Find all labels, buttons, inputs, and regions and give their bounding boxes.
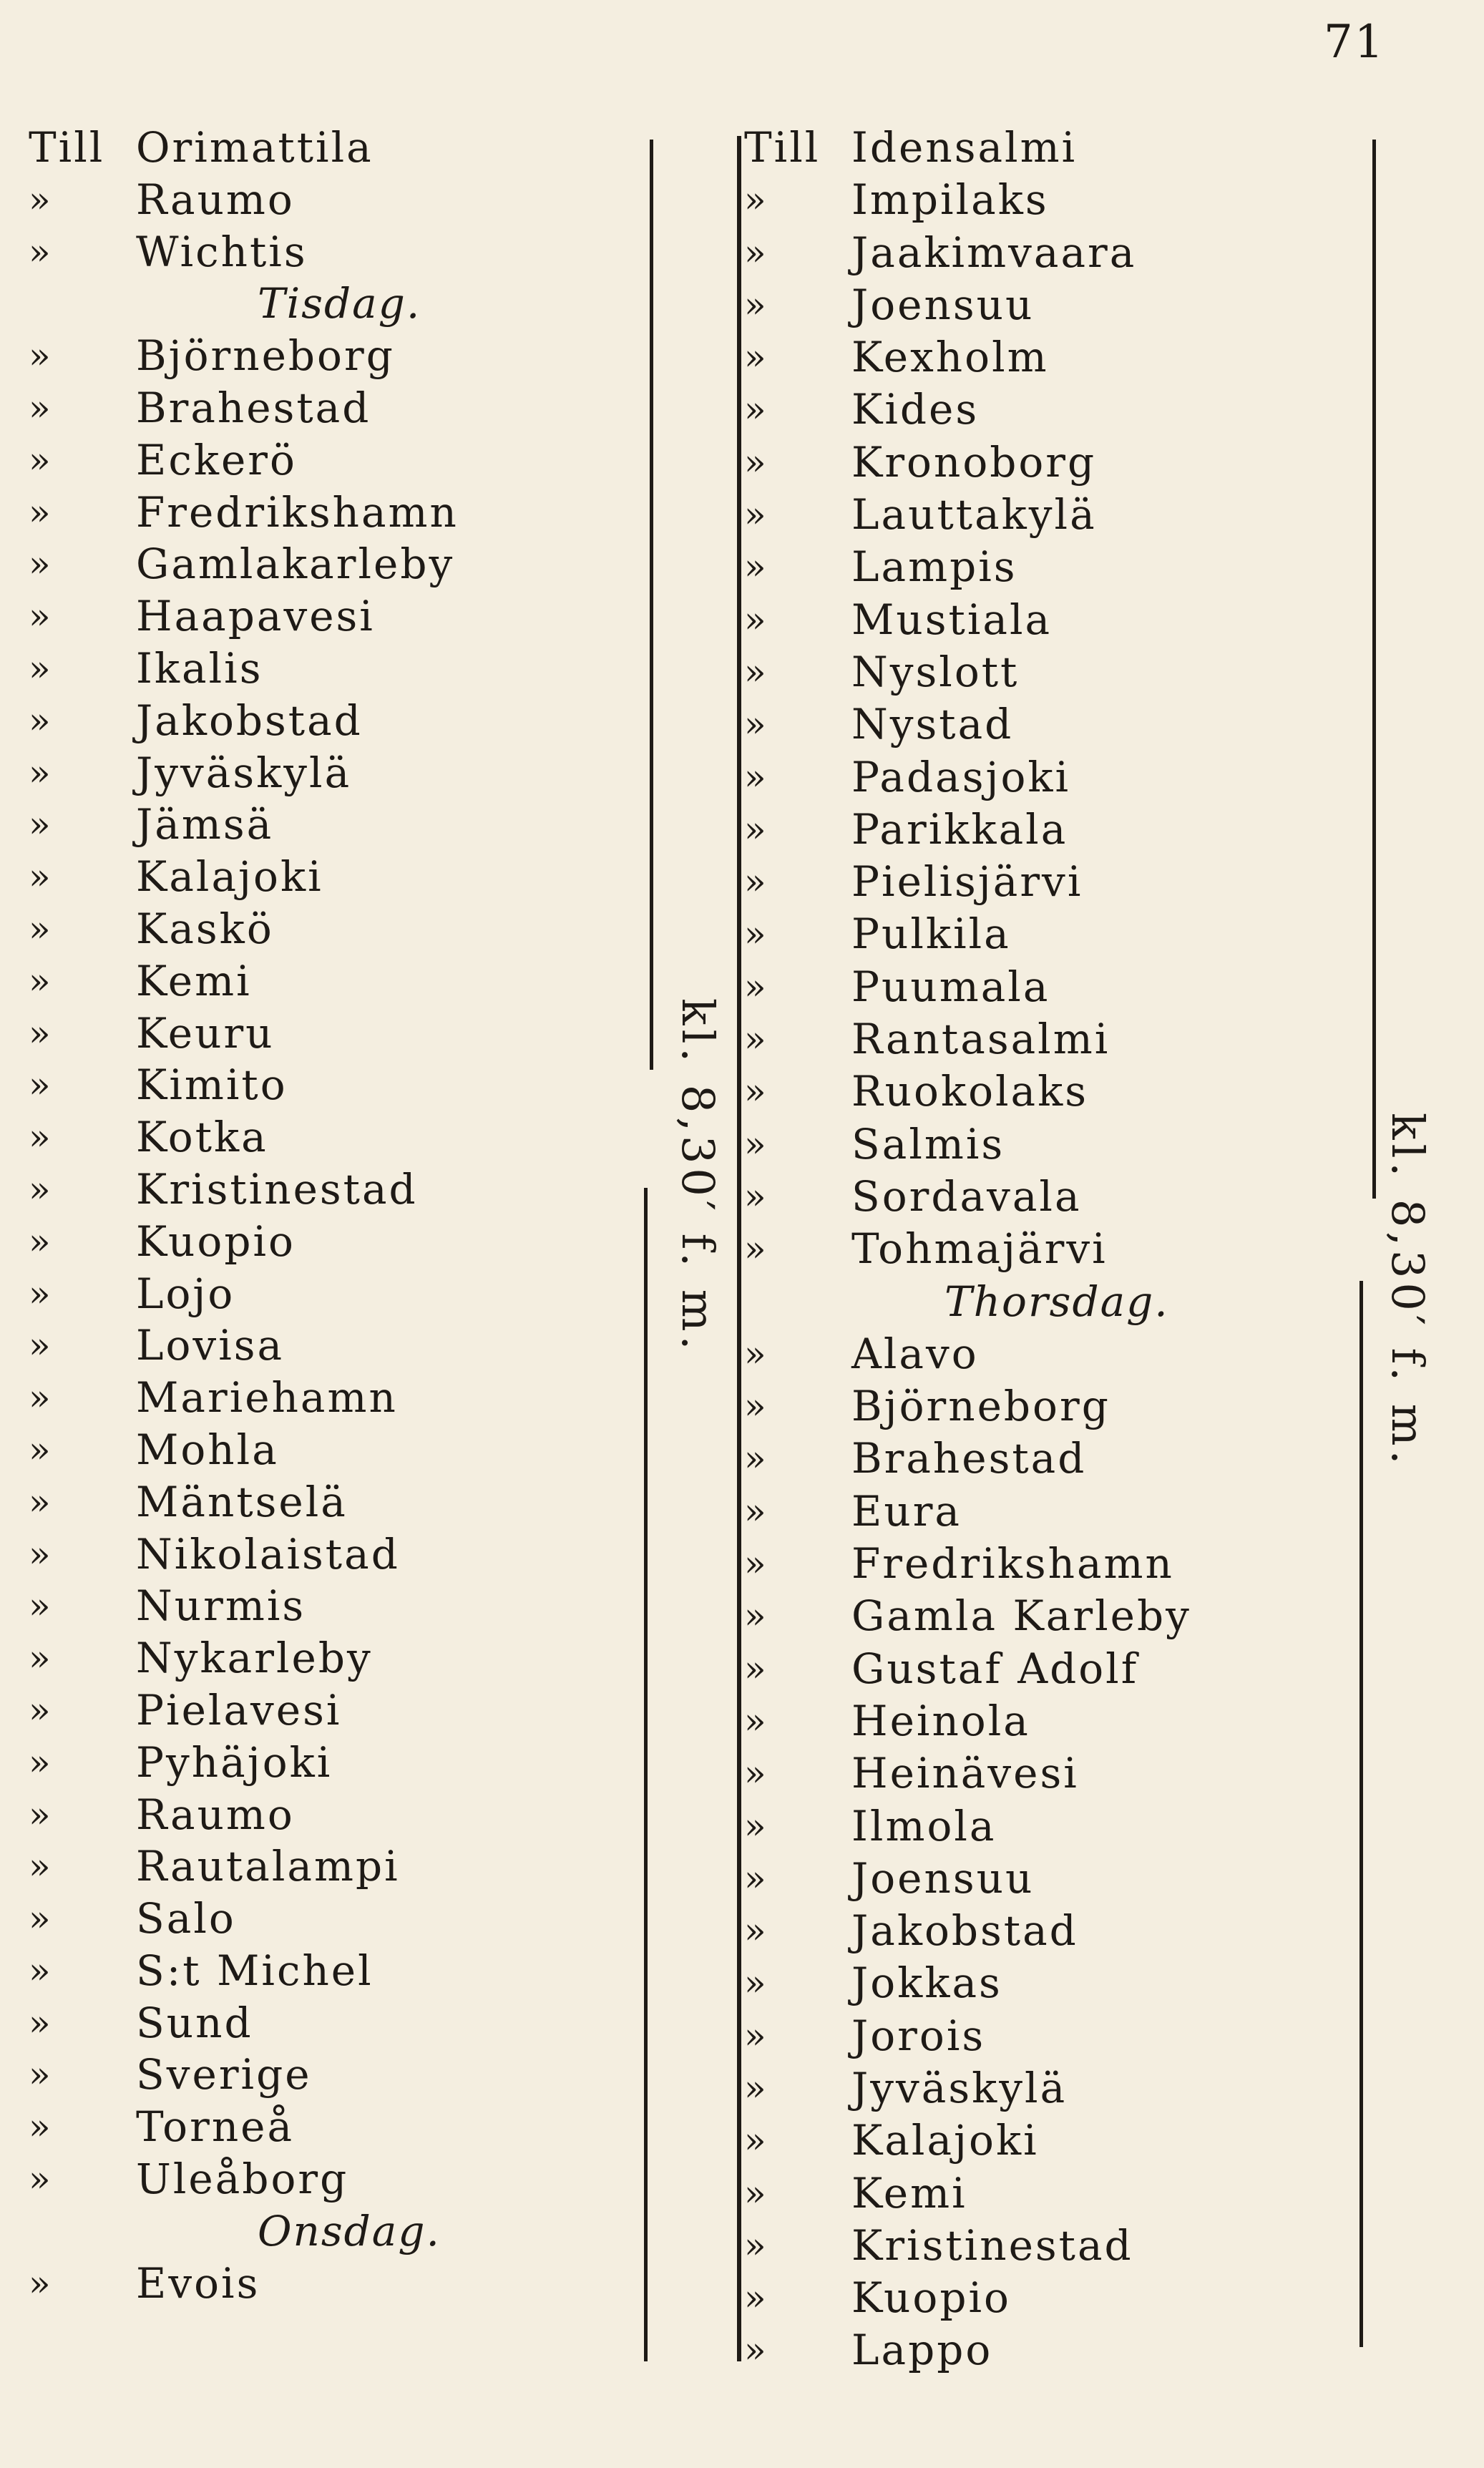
place-name: S:t Michel	[136, 1946, 374, 1995]
place-name: Evois	[136, 2258, 260, 2308]
list-item	[744, 1695, 1374, 1747]
list-item	[744, 174, 1374, 226]
list-item	[29, 122, 658, 174]
place-name: Jämsä	[136, 800, 274, 849]
list-item	[29, 1424, 658, 1476]
list-item	[744, 2167, 1374, 2220]
ditto-mark: »	[29, 1741, 53, 1783]
place-name: Gustaf Adolf	[851, 1644, 1139, 1693]
right-time-label: kl. 8,30′ f. m.	[1382, 1113, 1434, 1469]
ditto-mark: »	[744, 2172, 768, 2214]
list-item	[744, 751, 1374, 804]
list-item	[744, 489, 1374, 541]
place-name: Eura	[851, 1486, 962, 1536]
place-name: Mariehamn	[136, 1373, 398, 1423]
ditto-mark: »	[29, 1533, 53, 1575]
place-name: Idensalmi	[851, 123, 1078, 172]
ditto-mark: »	[29, 2158, 53, 2200]
list-item	[744, 2010, 1374, 2062]
page-number: 71	[1324, 16, 1385, 69]
ditto-mark: »	[29, 439, 53, 481]
place-name: Impilaks	[851, 175, 1049, 225]
place-name: Kronoborg	[851, 437, 1097, 487]
place-name: Salmis	[851, 1119, 1005, 1169]
list-item	[744, 2220, 1374, 2272]
right-brace-upper	[1372, 140, 1376, 1199]
ditto-mark: »	[29, 1428, 53, 1470]
list-item	[29, 1580, 658, 1632]
place-name: Jorois	[851, 2011, 986, 2060]
place-name: Kexholm	[851, 333, 1049, 382]
list-item	[29, 1789, 658, 1841]
day-label: Onsdag.	[258, 2206, 441, 2255]
ditto-mark: »	[744, 2329, 768, 2371]
list-item	[744, 122, 1374, 174]
place-name: Kides	[851, 385, 980, 434]
ditto-mark: »	[744, 1805, 768, 1847]
day-heading	[744, 1276, 1374, 1328]
place-name: Kristinestad	[136, 1164, 418, 1214]
place-name: Kotka	[136, 1113, 268, 1162]
list-item	[29, 2101, 658, 2153]
list-item	[29, 2153, 658, 2205]
ditto-mark: »	[744, 1018, 768, 1060]
place-name: Pyhäjoki	[136, 1737, 333, 1787]
list-item	[29, 1476, 658, 1528]
place-name: Ilmola	[851, 1801, 997, 1850]
place-name: Pielavesi	[136, 1685, 342, 1735]
place-name: Salo	[136, 1894, 236, 1943]
place-name: Kimito	[136, 1060, 288, 1110]
place-name: Padasjoki	[851, 752, 1071, 801]
place-name: Lampis	[851, 542, 1017, 592]
place-name: Kemi	[851, 2168, 967, 2218]
ditto-mark: »	[744, 1123, 768, 1165]
place-name: Gamla Karleby	[851, 1591, 1191, 1641]
list-item	[29, 1737, 658, 1789]
place-name: Fredrikshamn	[851, 1539, 1174, 1589]
list-item	[29, 226, 658, 278]
place-name: Jokkas	[851, 1959, 1002, 2008]
ditto-mark: »	[29, 2262, 53, 2304]
place-name: Brahestad	[851, 1434, 1087, 1483]
ditto-mark: »	[744, 1857, 768, 1899]
place-name: Joensuu	[851, 1853, 1035, 1903]
place-name: Heinävesi	[851, 1749, 1079, 1798]
left-separator-line	[737, 136, 741, 2361]
ditto-mark: »	[744, 913, 768, 955]
ditto-mark: »	[744, 1962, 768, 2004]
ditto-mark: »	[29, 1949, 53, 1991]
place-name: Nykarleby	[136, 1634, 373, 1683]
place-name: Jaakimvaara	[851, 228, 1137, 277]
place-name: Jakobstad	[851, 1906, 1078, 1956]
place-name: Joensuu	[851, 280, 1035, 329]
place-name: Parikkala	[851, 804, 1068, 854]
list-item	[744, 908, 1374, 960]
ditto-mark: »	[29, 856, 53, 898]
list-item	[744, 331, 1374, 384]
list-item	[29, 1632, 658, 1684]
place-name: Raumo	[136, 1790, 295, 1839]
ditto-mark: »	[29, 1012, 53, 1054]
place-name: Fredrikshamn	[136, 487, 459, 537]
list-item	[744, 1957, 1374, 2009]
ditto-mark: »	[29, 386, 53, 429]
place-name: Ruokolaks	[851, 1067, 1089, 1116]
place-name: Rantasalmi	[851, 1015, 1110, 1064]
list-item	[29, 695, 658, 747]
list-item	[744, 1171, 1374, 1223]
ditto-mark: »	[29, 1116, 53, 1159]
place-name: Haapavesi	[136, 592, 375, 641]
ditto-mark: »	[744, 808, 768, 850]
place-name: Orimattila	[136, 123, 374, 172]
ditto-mark: »	[744, 441, 768, 483]
ditto-mark: »	[29, 1064, 53, 1106]
list-item	[744, 436, 1374, 489]
ditto-mark: »	[744, 336, 768, 379]
place-name: Kuopio	[851, 2273, 1011, 2323]
ditto-mark: »	[744, 231, 768, 273]
ditto-mark: »	[744, 703, 768, 746]
list-item	[29, 1945, 658, 1997]
place-name: Sverige	[136, 2050, 312, 2099]
ditto-mark: »	[29, 178, 53, 220]
list-item	[744, 961, 1374, 1013]
list-item	[744, 2062, 1374, 2115]
place-name: Torneå	[136, 2102, 295, 2152]
place-name: Pielisjärvi	[851, 857, 1083, 907]
list-item	[29, 903, 658, 955]
list-item	[29, 1840, 658, 1893]
list-item	[29, 590, 658, 643]
place-name: Mohla	[136, 1425, 279, 1474]
ditto-mark: »	[744, 1490, 768, 1532]
list-item	[29, 643, 658, 695]
list-item	[29, 2258, 658, 2310]
ditto-mark: »	[744, 861, 768, 903]
list-item	[744, 384, 1374, 436]
list-item	[29, 1320, 658, 1372]
ditto-mark: »	[744, 1175, 768, 1217]
place-name: Kalajoki	[851, 2116, 1039, 2165]
place-name: Lovisa	[136, 1321, 285, 1370]
ditto-mark: »	[744, 1595, 768, 1637]
ditto-mark: »	[744, 2224, 768, 2266]
place-name: Sordavala	[851, 1171, 1082, 1221]
place-name: Wichtis	[136, 227, 308, 276]
right-brace-lower	[1359, 1281, 1363, 2347]
ditto-mark: »	[29, 1845, 53, 1888]
left-time-label: kl. 8,30′ f. m.	[672, 998, 724, 1355]
ditto-mark: »	[29, 1481, 53, 1523]
left-column	[29, 122, 658, 2309]
place-name: Nurmis	[136, 1581, 306, 1631]
day-heading	[29, 278, 658, 330]
list-item	[29, 799, 658, 851]
ditto-mark: »	[744, 1543, 768, 1585]
place-name: Sund	[136, 1998, 253, 2047]
list-item	[29, 1111, 658, 1164]
list-item	[29, 382, 658, 434]
list-item	[744, 279, 1374, 331]
ditto-mark: »	[29, 2001, 53, 2044]
ditto-mark: »	[29, 1689, 53, 1731]
ditto-mark: »	[29, 1220, 53, 1262]
ditto-mark: »	[744, 756, 768, 798]
ditto-mark: »	[29, 1377, 53, 1419]
list-item	[744, 1433, 1374, 1485]
list-item	[29, 1216, 658, 1268]
ditto-mark: »	[29, 1168, 53, 1210]
place-name: Björneborg	[851, 1382, 1110, 1431]
place-name: Kemi	[136, 956, 252, 1005]
ditto-mark: »	[744, 1438, 768, 1480]
list-item	[744, 646, 1374, 698]
left-brace-lower	[644, 1188, 648, 2361]
list-item	[744, 1328, 1374, 1380]
ditto-mark: »	[744, 2277, 768, 2319]
place-name: Jakobstad	[136, 696, 363, 745]
place-name: Lauttakylä	[851, 490, 1097, 540]
list-item	[29, 1164, 658, 1216]
ditto-mark: »	[744, 1752, 768, 1795]
ditto-mark: »	[744, 494, 768, 536]
place-name: Uleåborg	[136, 2155, 349, 2204]
list-item	[744, 804, 1374, 856]
place-name: Pulkila	[851, 909, 1011, 959]
list-item	[744, 594, 1374, 646]
ditto-mark: »	[744, 1385, 768, 1428]
ditto-mark: »	[29, 960, 53, 1002]
list-item	[744, 1223, 1374, 1275]
list-item	[29, 1059, 658, 1111]
ditto-mark: »	[744, 179, 768, 221]
place-name: Alavo	[851, 1329, 979, 1378]
place-name: Raumo	[136, 175, 295, 224]
list-item	[744, 1853, 1374, 1905]
list-item	[744, 1800, 1374, 1853]
ditto-mark: »	[744, 283, 768, 326]
place-name: Brahestad	[136, 383, 371, 432]
ditto-mark: »	[744, 650, 768, 693]
ditto-mark: »	[29, 2106, 53, 2148]
list-item	[744, 2272, 1374, 2324]
list-item	[744, 227, 1374, 279]
ditto-mark: »	[744, 1910, 768, 1952]
till-label: Till	[29, 123, 105, 172]
list-item	[29, 330, 658, 382]
list-item	[744, 2115, 1374, 2167]
place-name: Lappo	[851, 2326, 993, 2375]
list-item	[744, 1380, 1374, 1433]
right-column	[744, 122, 1374, 2377]
place-name: Mustiala	[851, 595, 1053, 644]
place-name: Puumala	[851, 962, 1050, 1011]
list-item	[29, 1528, 658, 1581]
ditto-mark: »	[744, 546, 768, 588]
list-item	[744, 1590, 1374, 1642]
ditto-mark: »	[29, 1272, 53, 1315]
ditto-mark: »	[744, 1699, 768, 1742]
list-item	[744, 1486, 1374, 1538]
list-item	[29, 851, 658, 903]
ditto-mark: »	[29, 1637, 53, 1679]
place-name: Nikolaistad	[136, 1529, 400, 1579]
place-name: Mäntselä	[136, 1477, 348, 1526]
ditto-mark: »	[29, 595, 53, 638]
place-name: Lojo	[136, 1269, 235, 1318]
place-name: Kuopio	[136, 1216, 296, 1266]
list-item	[744, 1013, 1374, 1065]
place-name: Gamlakarleby	[136, 540, 455, 589]
ditto-mark: »	[29, 1585, 53, 1627]
list-item	[29, 1997, 658, 2049]
list-item	[29, 2049, 658, 2101]
place-name: Tohmajärvi	[851, 1224, 1108, 1274]
ditto-mark: »	[29, 491, 53, 533]
list-item	[744, 698, 1374, 751]
ditto-mark: »	[744, 2067, 768, 2109]
place-name: Nystad	[851, 700, 1014, 749]
place-name: Kristinestad	[851, 2220, 1133, 2270]
list-item	[744, 1905, 1374, 1957]
list-item	[29, 1684, 658, 1737]
list-item	[29, 747, 658, 799]
ditto-mark: »	[29, 2054, 53, 2096]
place-name: Björneborg	[136, 331, 395, 381]
ditto-mark: »	[29, 647, 53, 689]
ditto-mark: »	[29, 230, 53, 273]
ditto-mark: »	[29, 543, 53, 585]
place-name: Kalajoki	[136, 852, 323, 902]
left-brace-upper	[650, 140, 653, 1070]
ditto-mark: »	[744, 2120, 768, 2162]
list-item	[744, 856, 1374, 908]
list-item	[744, 1643, 1374, 1695]
ditto-mark: »	[29, 804, 53, 846]
list-item	[744, 2324, 1374, 2376]
place-name: Heinola	[851, 1696, 1030, 1745]
place-name: Keuru	[136, 1008, 275, 1058]
list-item	[744, 1065, 1374, 1118]
ditto-mark: »	[744, 1647, 768, 1689]
ditto-mark: »	[744, 1228, 768, 1270]
list-item	[744, 541, 1374, 593]
ditto-mark: »	[29, 907, 53, 950]
list-item	[29, 955, 658, 1008]
list-item	[29, 538, 658, 590]
list-item	[29, 1008, 658, 1060]
place-name: Rautalampi	[136, 1842, 400, 1891]
ditto-mark: »	[744, 1070, 768, 1113]
till-label: Till	[744, 123, 821, 172]
ditto-mark: »	[29, 335, 53, 377]
list-item	[744, 1747, 1374, 1800]
list-item	[744, 1118, 1374, 1171]
list-item	[29, 1268, 658, 1320]
place-name: Kaskö	[136, 904, 274, 953]
list-item	[29, 1372, 658, 1424]
ditto-mark: »	[29, 1898, 53, 1940]
place-name: Jyväskylä	[851, 2063, 1068, 2112]
list-item	[29, 434, 658, 487]
day-heading	[29, 2205, 658, 2258]
list-item	[29, 1893, 658, 1945]
place-name: Ikalis	[136, 643, 263, 693]
ditto-mark: »	[744, 389, 768, 431]
place-name: Jyväskylä	[136, 748, 352, 797]
ditto-mark: »	[29, 751, 53, 794]
ditto-mark: »	[29, 699, 53, 741]
ditto-mark: »	[29, 1325, 53, 1367]
list-item	[744, 1538, 1374, 1590]
place-name: Eckerö	[136, 435, 297, 484]
day-label: Tisdag.	[258, 279, 421, 328]
day-label: Thorsdag.	[944, 1277, 1169, 1326]
ditto-mark: »	[744, 1332, 768, 1375]
list-item	[29, 174, 658, 226]
ditto-mark: »	[744, 965, 768, 1008]
place-name: Nyslott	[851, 647, 1020, 696]
list-item	[29, 487, 658, 539]
ditto-mark: »	[744, 598, 768, 640]
ditto-mark: »	[29, 1793, 53, 1835]
ditto-mark: »	[744, 2014, 768, 2057]
